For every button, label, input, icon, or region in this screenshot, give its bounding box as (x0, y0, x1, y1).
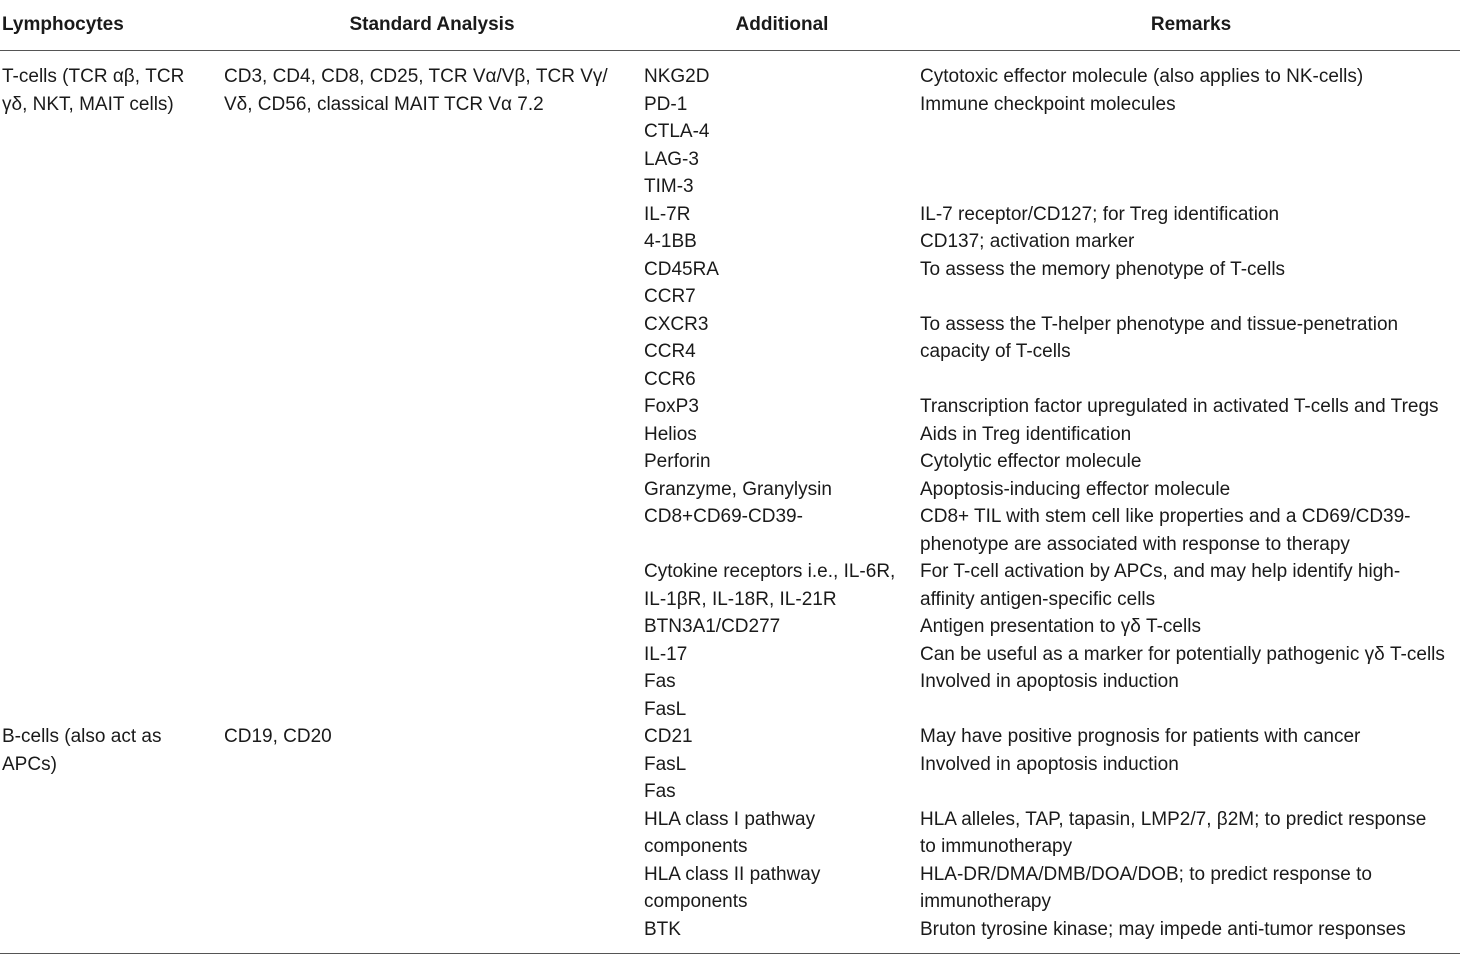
remarks-text: HLA-DR/DMA/DMB/DOA/DOB; to predict response to (920, 863, 1372, 885)
remarks-text: To assess the memory phenotype of T-cells (920, 258, 1286, 280)
standard-analysis-cell (222, 311, 644, 366)
additional-cell (644, 861, 920, 916)
standard-analysis-cell (222, 256, 644, 284)
remarks-text: Involved in apoptosis induction (920, 753, 1179, 775)
standard-analysis-cell (222, 283, 644, 311)
additional-text: CD21 (644, 726, 693, 747)
additional-text: LAG-3 (644, 148, 699, 170)
standard-analysis-cell (222, 751, 644, 779)
additional-text: NKG2D (644, 66, 710, 87)
remarks-cell (920, 118, 1460, 146)
additional-cell (644, 668, 920, 696)
additional-cell (644, 806, 920, 861)
additional-text: Cytokine receptors i.e., IL-6R, (644, 561, 896, 582)
standard-analysis-cell (222, 448, 644, 476)
row-group (0, 723, 1460, 943)
lymphocyte-cell (0, 118, 222, 146)
lymphocyte-text: γδ, NKT, MAIT cells) (2, 93, 174, 115)
table-row (0, 696, 1460, 724)
table-row (0, 751, 1460, 779)
additional-text: components (644, 891, 748, 912)
standard-analysis-text: CD3, CD4, CD8, CD25, TCR Vα/Vβ, TCR Vγ/ (224, 66, 608, 87)
table-row (0, 283, 1460, 311)
table-row (0, 861, 1460, 916)
standard-analysis-cell (222, 668, 644, 696)
table-row (0, 778, 1460, 806)
additional-text: TIM-3 (644, 176, 694, 197)
additional-cell (644, 476, 920, 504)
table-row (0, 256, 1460, 284)
lymphocyte-cell (0, 173, 222, 201)
table-row (0, 448, 1460, 476)
lymphocyte-cell (0, 503, 222, 558)
table-row (0, 311, 1460, 366)
lymphocyte-cell (0, 916, 222, 944)
additional-cell (644, 558, 920, 613)
header-standard-analysis: Standard Analysis (349, 14, 515, 35)
remarks-text: For T-cell activation by APCs, and may help identify high- (920, 561, 1401, 582)
standard-analysis-cell (222, 696, 644, 724)
table-row (0, 366, 1460, 394)
additional-cell (644, 201, 920, 229)
remarks-cell (920, 641, 1460, 669)
remarks-text: Bruton tyrosine kinase; may impede anti-tumor responses (920, 918, 1406, 940)
additional-text: PD-1 (644, 93, 688, 115)
remarks-cell (920, 256, 1460, 284)
remarks-text: Cytotoxic effector molecule (also applies to NK-cells) (920, 66, 1364, 87)
additional-text: IL-7R (644, 203, 691, 225)
additional-cell (644, 723, 920, 751)
additional-text: HLA class I pathway (644, 808, 816, 830)
remarks-text: IL-7 receptor/CD127; for Treg identification (920, 203, 1280, 225)
standard-analysis-cell (222, 228, 644, 256)
lymphocyte-cell (0, 311, 222, 366)
standard-analysis-cell (222, 806, 644, 861)
lymphocyte-cell (0, 806, 222, 861)
lymphocyte-cell (0, 256, 222, 284)
table-body (0, 51, 1460, 943)
standard-analysis-text: Vδ, CD56, classical MAIT TCR Vα 7.2 (224, 93, 544, 115)
lymphocyte-cell (0, 476, 222, 504)
table-row (0, 613, 1460, 641)
remarks-cell (920, 283, 1460, 311)
additional-text: Fas (644, 671, 676, 692)
remarks-cell (920, 696, 1460, 724)
additional-text: FoxP3 (644, 396, 699, 417)
lymphocyte-cell (0, 146, 222, 174)
remarks-cell (920, 63, 1460, 91)
standard-analysis-cell (222, 916, 644, 944)
remarks-cell (920, 558, 1460, 613)
additional-text: 4-1BB (644, 231, 697, 252)
lymphocyte-cell (0, 283, 222, 311)
lymphocyte-text: B-cells (also act as (2, 726, 162, 747)
additional-text: CXCR3 (644, 313, 709, 335)
remarks-text: Transcription factor upregulated in activated T-cells and Tregs (920, 396, 1439, 417)
remarks-cell (920, 366, 1460, 394)
standard-analysis-cell (222, 641, 644, 669)
remarks-cell (920, 146, 1460, 174)
table-row (0, 558, 1460, 613)
remarks-cell (920, 723, 1460, 751)
standard-analysis-text: CD19, CD20 (224, 726, 332, 747)
additional-cell (644, 421, 920, 449)
remarks-text: immunotherapy (920, 891, 1051, 912)
standard-analysis-cell (222, 91, 644, 119)
remarks-text: Apoptosis-inducing effector molecule (920, 478, 1231, 500)
table-header (0, 0, 1460, 50)
standard-analysis-cell (222, 421, 644, 449)
remarks-text: Involved in apoptosis induction (920, 671, 1179, 692)
lymphocyte-cell (0, 421, 222, 449)
additional-cell (644, 63, 920, 91)
standard-analysis-cell (222, 146, 644, 174)
remarks-text: Aids in Treg identification (920, 423, 1132, 445)
lymphocyte-cell (0, 366, 222, 394)
additional-text: BTN3A1/CD277 (644, 616, 781, 637)
standard-analysis-cell (222, 861, 644, 916)
remarks-cell (920, 311, 1460, 366)
additional-text: CD45RA (644, 258, 719, 280)
remarks-cell (920, 421, 1460, 449)
additional-cell (644, 173, 920, 201)
lymphocyte-cell (0, 63, 222, 115)
lymphocyte-cell (0, 448, 222, 476)
additional-text: Helios (644, 423, 697, 445)
remarks-cell (920, 613, 1460, 641)
additional-text: Granzyme, Granylysin (644, 478, 832, 500)
standard-analysis-cell (222, 201, 644, 229)
table-row (0, 806, 1460, 861)
additional-cell (644, 613, 920, 641)
additional-text: CCR7 (644, 286, 696, 307)
remarks-text: CD137; activation marker (920, 231, 1135, 252)
additional-text: HLA class II pathway (644, 863, 821, 885)
lymphocyte-cell (0, 228, 222, 256)
remarks-cell (920, 476, 1460, 504)
additional-text: BTK (644, 918, 681, 940)
additional-text: Perforin (644, 451, 711, 472)
additional-cell (644, 146, 920, 174)
lymphocyte-cell (0, 558, 222, 613)
additional-cell (644, 311, 920, 366)
table-row (0, 668, 1460, 696)
standard-analysis-cell (222, 393, 644, 421)
additional-cell (644, 91, 920, 119)
additional-text: CD8+CD69-CD39- (644, 506, 803, 527)
lymphocyte-cell (0, 393, 222, 421)
additional-cell (644, 256, 920, 284)
remarks-text: CD8+ TIL with stem cell like properties and a CD69/CD39- (920, 506, 1411, 527)
standard-analysis-cell (222, 503, 644, 558)
remarks-cell (920, 173, 1460, 201)
remarks-text: Immune checkpoint molecules (920, 93, 1176, 115)
additional-text: IL-1βR, IL-18R, IL-21R (644, 588, 837, 610)
remarks-cell (920, 228, 1460, 256)
remarks-text: affinity antigen-specific cells (920, 588, 1156, 610)
remarks-text: phenotype are associated with response to therapy (920, 533, 1350, 555)
remarks-cell (920, 503, 1460, 558)
lymphocyte-text: T-cells (TCR αβ, TCR (2, 66, 185, 87)
lymphocyte-cell (0, 751, 222, 779)
remarks-cell (920, 806, 1460, 861)
standard-analysis-cell (222, 366, 644, 394)
remarks-cell (920, 916, 1460, 944)
table-row (0, 118, 1460, 146)
table-row (0, 393, 1460, 421)
remarks-cell (920, 668, 1460, 696)
standard-analysis-cell (222, 173, 644, 201)
additional-cell (644, 228, 920, 256)
table-row (0, 916, 1460, 944)
lymphocyte-text: APCs) (2, 753, 57, 775)
additional-cell (644, 503, 920, 558)
additional-cell (644, 283, 920, 311)
lymphocyte-cell (0, 861, 222, 916)
remarks-text: May have positive prognosis for patients with cancer (920, 726, 1361, 747)
remarks-text: To assess the T-helper phenotype and tissue-penetration (920, 313, 1399, 335)
additional-cell (644, 916, 920, 944)
additional-cell (644, 366, 920, 394)
remarks-cell (920, 448, 1460, 476)
header-remarks: Remarks (1150, 14, 1232, 35)
remarks-text: Antigen presentation to γδ T-cells (920, 616, 1201, 637)
additional-cell (644, 641, 920, 669)
additional-text: Fas (644, 781, 676, 802)
remarks-cell (920, 861, 1460, 916)
standard-analysis-cell (222, 613, 644, 641)
table-row (0, 146, 1460, 174)
standard-analysis-cell (222, 476, 644, 504)
additional-text: CCR4 (644, 341, 696, 362)
table-row (0, 173, 1460, 201)
remarks-cell (920, 393, 1460, 421)
standard-analysis-cell (222, 558, 644, 613)
additional-cell (644, 751, 920, 779)
standard-analysis-cell (222, 778, 644, 806)
additional-cell (644, 118, 920, 146)
table-row (0, 641, 1460, 669)
remarks-cell (920, 751, 1460, 779)
remarks-text: Can be useful as a marker for potentially pathogenic γδ T-cells (920, 643, 1445, 665)
lymphocyte-cell (0, 641, 222, 669)
additional-text: FasL (644, 753, 687, 775)
remarks-text: HLA alleles, TAP, tapasin, LMP2/7, β2M; to predict response (920, 808, 1427, 830)
table-row (0, 421, 1460, 449)
table-row (0, 91, 1460, 119)
additional-cell (644, 696, 920, 724)
standard-analysis-cell (222, 723, 644, 751)
lymphocyte-cell (0, 696, 222, 724)
additional-text: components (644, 836, 748, 857)
lymphocyte-cell (0, 201, 222, 229)
header-lymphocytes: Lymphocytes (2, 14, 124, 35)
remarks-text: capacity of T-cells (920, 341, 1071, 362)
header-additional: Additional (735, 14, 829, 35)
standard-analysis-cell (222, 118, 644, 146)
additional-text: FasL (644, 698, 687, 720)
standard-analysis-cell (222, 63, 644, 115)
table-row (0, 201, 1460, 229)
remarks-cell (920, 201, 1460, 229)
table-row (0, 228, 1460, 256)
table-row (0, 476, 1460, 504)
row-group (0, 63, 1460, 723)
additional-text: CTLA-4 (644, 121, 710, 142)
additional-text: IL-17 (644, 643, 688, 665)
additional-text: CCR6 (644, 368, 696, 390)
remarks-cell (920, 778, 1460, 806)
lymphocyte-cell (0, 668, 222, 696)
remarks-text: to immunotherapy (920, 836, 1073, 857)
lymphocyte-cell (0, 613, 222, 641)
additional-cell (644, 448, 920, 476)
additional-cell (644, 778, 920, 806)
lymphocyte-cell (0, 723, 222, 775)
remarks-text: Cytolytic effector molecule (920, 451, 1142, 472)
lymphocyte-cell (0, 778, 222, 806)
remarks-cell (920, 91, 1460, 119)
lymphocyte-cell (0, 91, 222, 119)
table-row (0, 503, 1460, 558)
additional-cell (644, 393, 920, 421)
